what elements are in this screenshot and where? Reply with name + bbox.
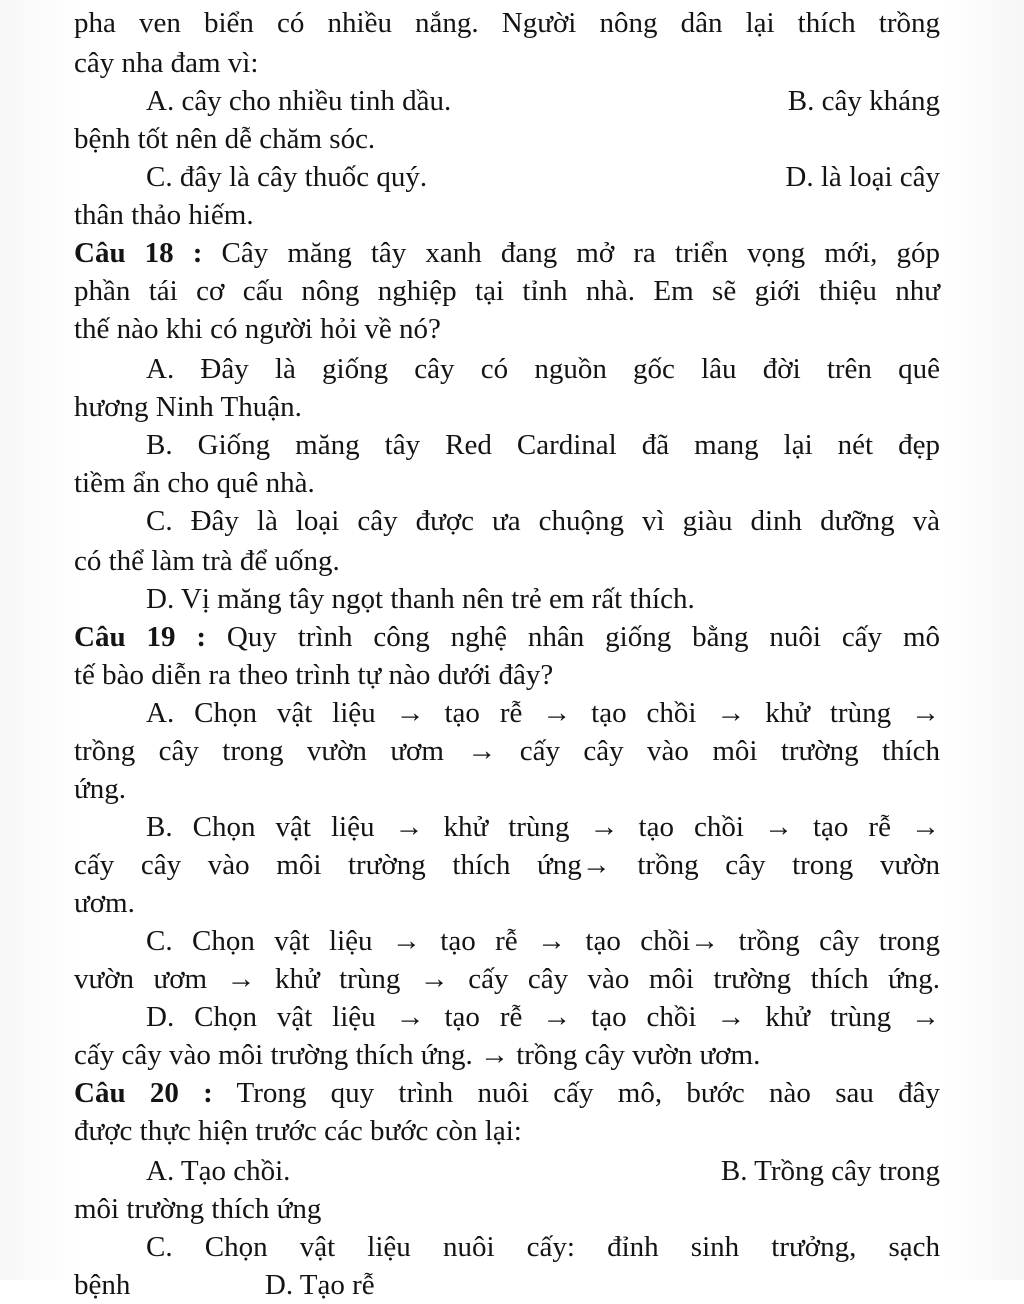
text-line: cây nha đam vì: (74, 47, 259, 79)
text-line: pha ven biển có nhiều nắng. Người nông dân lại thích trồng (74, 7, 940, 39)
option-c-text: C. Chọn vật liệu nuôi cấy: đỉnh sinh trưởng, sạch (146, 1231, 940, 1263)
question-label: Câu 19 : (74, 621, 207, 653)
text-line: ứng. (74, 773, 126, 805)
option-d-text: D. Chọn vật liệu → tạo rễ → tạo chồi → khử trùng → (146, 1001, 940, 1033)
answer-row (146, 82, 940, 120)
text-line: thế nào khi có người hỏi về nó? (74, 313, 441, 345)
text-line: ươm. (74, 887, 135, 919)
answer-row (146, 158, 940, 196)
text-line: tế bào diễn ra theo trình tự nào dưới đây? (74, 659, 554, 691)
question-18 (74, 234, 940, 272)
option-d-text: D. là loại cây (785, 161, 940, 193)
question-text: Cây măng tây xanh đang mở ra triển vọng mới, góp (221, 237, 940, 269)
text-line: tiềm ẩn cho quê nhà. (74, 467, 315, 499)
option-b-text: B. Trồng cây trong (720, 1155, 940, 1187)
option-d-text: D. Tạo rễ (264, 1269, 375, 1301)
text-line: cấy cây vào môi trường thích ứng→ trồng cây trong vườn (74, 849, 940, 881)
text-fragment: bệnh (74, 1269, 131, 1301)
option-c-text: C. đây là cây thuốc quý. (146, 161, 428, 193)
text-line: được thực hiện trước các bước còn lại: (74, 1115, 522, 1147)
option-d-text: D. Vị măng tây ngọt thanh nên trẻ em rất thích. (146, 583, 695, 615)
text-line-cropped (74, 1266, 940, 1304)
text-line: cấy cây vào môi trường thích ứng. → trồng cây vườn ươm. (74, 1039, 761, 1071)
question-20 (74, 1074, 940, 1112)
question-text: Trong quy trình nuôi cấy mô, bước nào sau đây (236, 1077, 940, 1109)
answer-row (146, 1152, 940, 1190)
text-line: phần tái cơ cấu nông nghiệp tại tỉnh nhà. Em sẽ giới thiệu như (74, 275, 940, 307)
option-a-text: A. Tạo chồi. (146, 1155, 291, 1187)
question-text: Quy trình công nghệ nhân giống bằng nuôi cấy mô (226, 621, 941, 653)
question-label: Câu 20 : (74, 1077, 213, 1109)
option-b-text: B. Chọn vật liệu → khử trùng → tạo chồi → tạo rễ → (146, 811, 940, 843)
text-line: bệnh tốt nên dễ chăm sóc. (74, 123, 376, 155)
option-c-text: C. Đây là loại cây được ưa chuộng vì giàu dinh dưỡng và (146, 505, 940, 537)
question-label: Câu 18 : (74, 237, 203, 269)
option-b-text: B. cây kháng (787, 85, 940, 117)
option-b-text: B. Giống măng tây Red Cardinal đã mang lại nét đẹp (146, 429, 940, 461)
option-c-text: C. Chọn vật liệu → tạo rễ → tạo chồi→ trồng cây trong (146, 925, 940, 957)
option-a-text: A. cây cho nhiều tinh dầu. (146, 85, 452, 117)
option-a-text: A. Đây là giống cây có nguồn gốc lâu đời trên quê (146, 353, 940, 385)
text-line: thân thảo hiếm. (74, 199, 254, 231)
text-line: trồng cây trong vườn ươm → cấy cây vào môi trường thích (74, 735, 940, 767)
text-line: có thể làm trà để uống. (74, 545, 340, 577)
text-line: hương Ninh Thuận. (74, 391, 302, 423)
text-line: môi trường thích ứng (74, 1193, 322, 1225)
option-a-text: A. Chọn vật liệu → tạo rễ → tạo chồi → khử trùng → (146, 697, 940, 729)
text-line: vườn ươm → khử trùng → cấy cây vào môi trường thích ứng. (74, 963, 940, 995)
question-19 (74, 618, 940, 656)
